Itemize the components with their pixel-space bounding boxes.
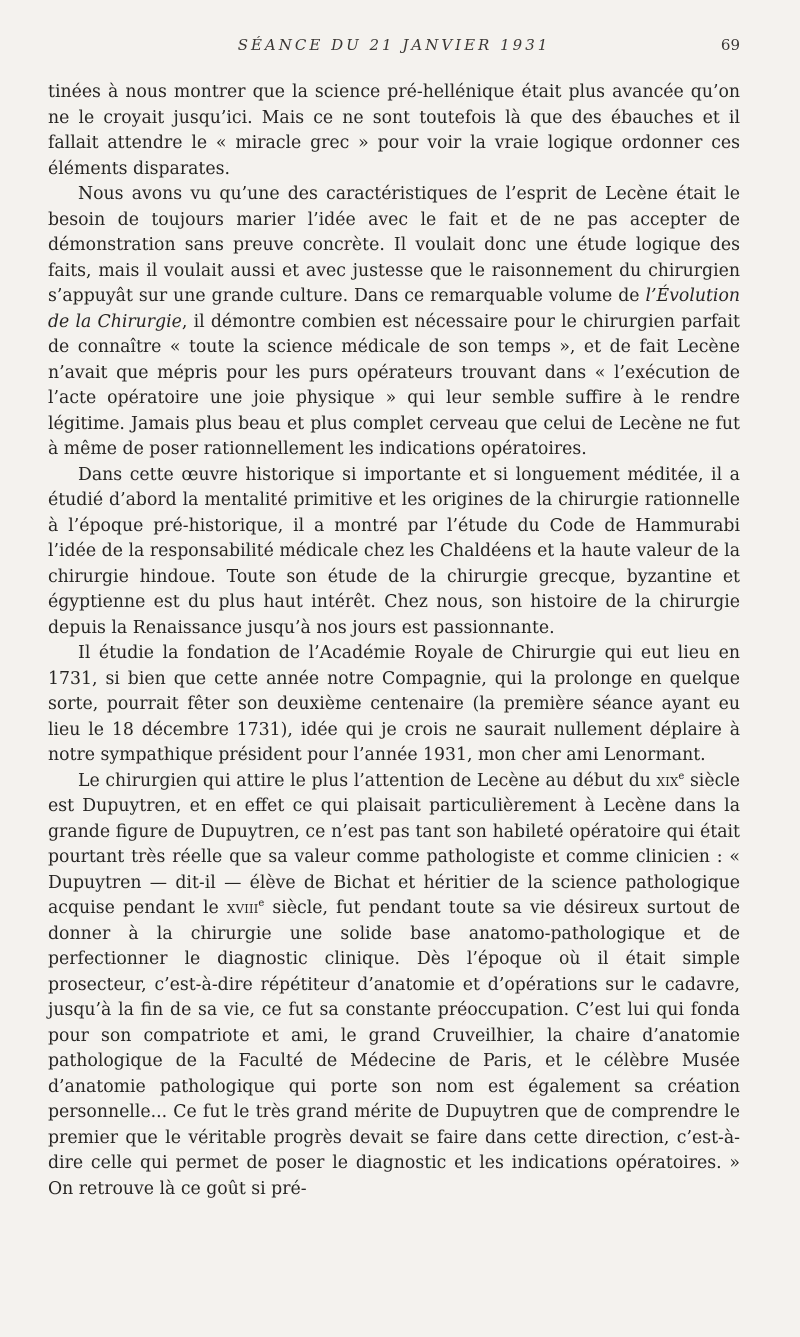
text-run: siècle, fut pendant toute sa vie désireux surtout de donner à la chirurgie une solide base anatomo-pathologique et de perfectionner le diagnostic clinique. Dès l’époque où il était simple prosecteur, c’est-à-dire répétiteur d’anatomie et d’opérations sur le cadavre, jusqu’à la fin de sa vie, ce fut sa constante préoccupation. C’est lui qui fonda pour son compatriote et ami, le grand Cruveilhier, la chaire d’anatomie pathologique de la Faculté de Médecine de Paris, et le célèbre Musée d’anatomie pathologique qui porte son nom est également sa création personnelle... Ce fut le très grand mérite de Dupuytren que de comprendre le premier que le véritable progrès devait se faire dans cette direction, c’est-à-dire celle qui permet de poser le diagnostic et les indications opératoires. » On retrouve là ce goût si pré- — [48, 898, 740, 1199]
text-run: Le chirurgien qui attire le plus l’attention de Lecène au début du — [78, 770, 657, 791]
body-text — [48, 80, 740, 1202]
small-caps-text: xix — [656, 770, 679, 791]
page-number: 69 — [720, 36, 740, 54]
page-header — [48, 36, 740, 60]
text-run: Il étudie la fondation de l’Académie Royale de Chirurgie qui eut lieu en 1731, si bien que cette année notre Compagnie, qui la prolonge en quelque sorte, pourrait fêter son deuxième centenaire (la première séance ayant eu lieu le 18 décembre 1731), idée qui je crois ne saurait nullement déplaire à notre sympathique président pour l’année 1931, mon cher ami Lenormant. — [48, 643, 740, 765]
text-run: Nous avons vu qu’une des caractéristiques de l’esprit de Lecène était le besoin de toujours marier l’idée avec le fait et de ne pas accepter de démonstration sans preuve concrète. Il voulait donc une étude logique des faits, mais il voulait aussi et avec justesse que le raisonnement du chirurgien s’appuyât sur une grande culture. Dans ce remarquable volume de — [48, 184, 740, 306]
small-caps-text: xviii — [226, 898, 259, 918]
text-run: siècle est Dupuytren, et en effet ce qui plaisait particulièrement à Lecène dans la grande figure de Dupuytren, ce n’est pas tant son habileté opératoire qui était pourtant très réelle que sa valeur comme pathologiste et comme clinicien : « Dupuytren — dit-il — élève de Bichat et héritier de la science pathologique acquise pendant le — [48, 770, 740, 918]
paragraph — [48, 641, 740, 769]
paragraph — [48, 463, 740, 642]
italic-text: l’Évolution de la Chirurgie — [48, 286, 740, 332]
paragraph — [48, 80, 740, 182]
superscript: e — [258, 898, 265, 910]
text-run: Dans cette œuvre historique si importante et si longuement méditée, il a étudié d’abord la mentalité primitive et les origines de la chirurgie rationnelle à l’époque pré-historique, il a montré par l’étude du Code de Hammurabi l’idée de la responsabilité médicale chez les Chaldéens et la haute valeur de la chirurgie hindoue. Toute son étude de la chirurgie grecque, byzantine et égyptienne est du plus haut intérêt. Chez nous, son histoire de la chirurgie depuis la Renaissance jusqu’à nos jours est passionnante. — [48, 464, 740, 638]
superscript: e — [678, 770, 685, 782]
text-run: , il démontre combien est nécessaire pour le chirurgien parfait de connaître « toute la science médicale de son temps », et de fait Lecène n’avait que mépris pour les purs opérateurs trouvant dans « l’exécution de l’acte opératoire une joie physique » qui leur semble suffire à le rendre légitime. Jamais plus beau et plus complet cerveau que celui de Lecène ne fut à même de poser rationnellement les indications opératoires. — [48, 311, 740, 459]
paragraph — [48, 769, 740, 1203]
text-run: tinées à nous montrer que la science pré-hellénique était plus avancée qu’on ne le croyait jusqu’ici. Mais ce ne sont toutefois là que des ébauches et il fallait attendre le « miracle grec » pour voir la vraie logique ordonner ces éléments disparates. — [48, 82, 740, 179]
paragraph — [48, 182, 740, 463]
running-title: SÉANCE DU 21 JANVIER 1931 — [237, 36, 551, 54]
